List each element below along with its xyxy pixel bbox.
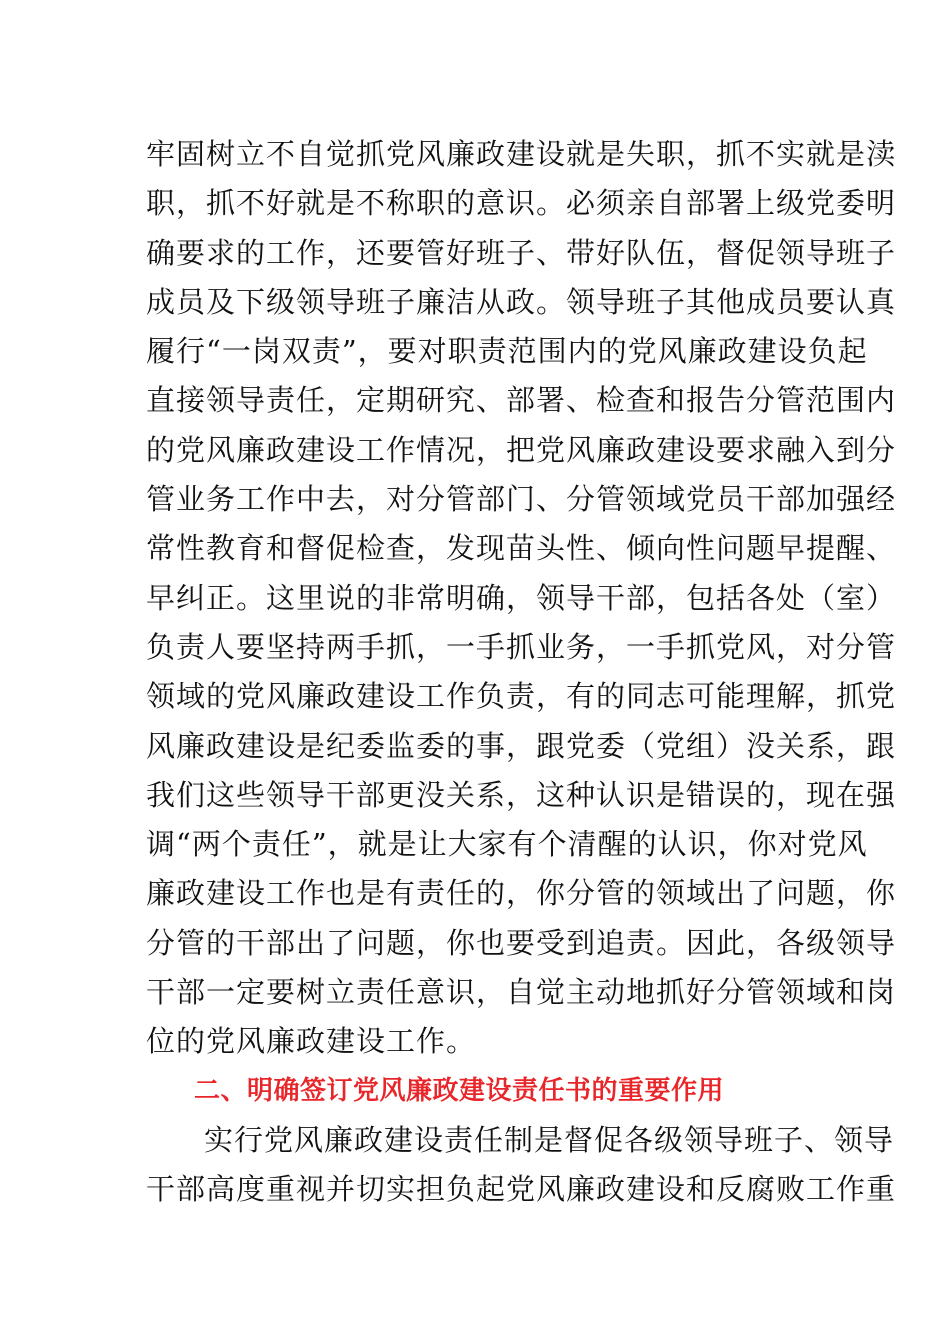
document-body	[146, 130, 897, 1215]
text-line: 管业务工作中去，对分管部门、分管领域党员干部加强经	[146, 482, 897, 517]
paragraph-2	[146, 1116, 897, 1215]
text-line: 负责人要坚持两手抓，一手抓业务，一手抓党风，对分管	[146, 629, 897, 664]
text-line: 早纠正。这里说的非常明确，领导干部，包括各处（室）	[146, 580, 897, 615]
text-line: 成员及下级领导班子廉洁从政。领导班子其他成员要认真	[146, 284, 897, 319]
text-line: 干部一定要树立责任意识，自觉主动地抓好分管领域和岗	[146, 975, 897, 1010]
text-line: 调“两个责任”，就是让大家有个清醒的认识，你对党风	[146, 827, 868, 862]
text-line: 职，抓不好就是不称职的意识。必须亲自部署上级党委明	[146, 186, 897, 221]
text-line: 风廉政建设是纪委监委的事，跟党委（党组）没关系，跟	[146, 728, 897, 763]
text-line: 直接领导责任，定期研究、部署、检查和报告分管范围内	[146, 383, 897, 418]
text-line: 位的党风廉政建设工作。	[146, 1024, 477, 1059]
text-line: 实行党风廉政建设责任制是督促各级领导班子、领导	[204, 1122, 895, 1157]
text-line: 领域的党风廉政建设工作负责，有的同志可能理解，抓党	[146, 679, 897, 714]
paragraph-1	[146, 130, 897, 1067]
text-line: 常性教育和督促检查，发现苗头性、倾向性问题早提醒、	[146, 531, 897, 566]
text-line: 干部高度重视并切实担负起党风廉政建设和反腐败工作重	[146, 1172, 897, 1207]
text-line: 确要求的工作，还要管好班子、带好队伍，督促领导班子	[146, 235, 897, 270]
section-heading: 二、明确签订党风廉政建设责任书的重要作用	[194, 1075, 725, 1106]
text-line: 分管的干部出了问题，你也要受到追责。因此，各级领导	[146, 925, 897, 960]
text-line: 我们这些领导干部更没关系，这种认识是错误的，现在强	[146, 777, 897, 812]
text-line: 廉政建设工作也是有责任的，你分管的领域出了问题，你	[146, 876, 897, 911]
text-line: 履行“一岗双责”，要对职责范围内的党风廉政建设负起	[146, 334, 868, 369]
text-line: 牢固树立不自觉抓党风廉政建设就是失职，抓不实就是渎	[146, 137, 897, 171]
text-line: 的党风廉政建设工作情况，把党风廉政建设要求融入到分	[146, 432, 897, 467]
